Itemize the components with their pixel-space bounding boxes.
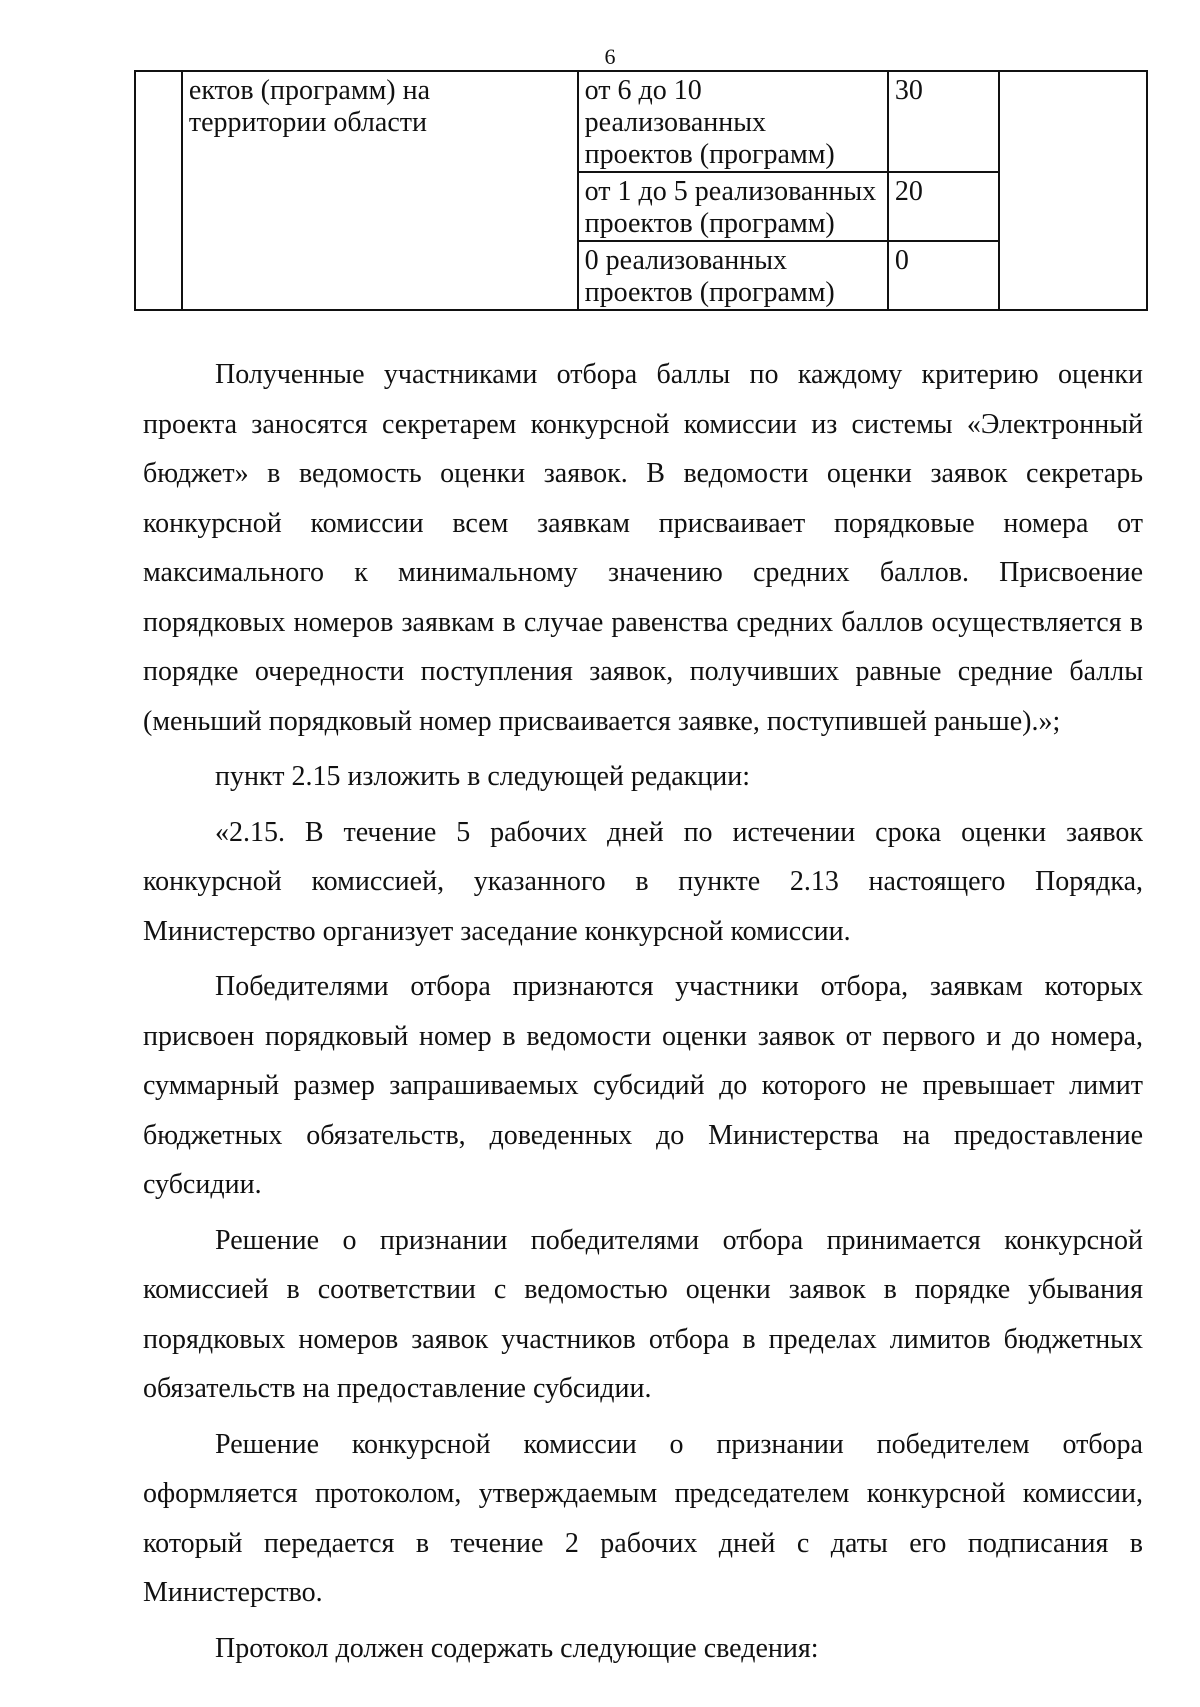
paragraph: Решение конкурсной комиссии о признании победителем отбора оформляется протоколом, утверждаемым председателем конкурсной комиссии, который передается в течение 2 рабочих дней с даты его подписания в Министерство. [143, 1428, 1143, 1608]
row-number-cell [135, 71, 182, 310]
criterion-cell: ектов (программ) на территории области [182, 71, 578, 310]
paragraph: Полученные участниками отбора баллы по каждому критерию оценки проекта заносятся секретарем конкурсной комиссии из системы «Электронный бюджет» в ведомость оценки заявок. В ведомости оценки заявок секретарь конкурсной комиссии всем заявкам присваивает порядковые номера от максимального к минимальному значению средних баллов. Присвоение порядковых номеров заявкам в случае равенства средних баллов осуществляется в порядке очередности поступления заявок, получивших равные средние баллы (меньший порядковый номер присваивается заявке, поступившей раньше).»; [143, 359, 1143, 737]
criteria-table [134, 70, 1148, 311]
criterion-value-cell: от 1 до 5 реализованных проектов (программ) [578, 172, 888, 241]
paragraph: «2.15. В течение 5 рабочих дней по истечении срока оценки заявок конкурсной комиссией, указанного в пункте 2.13 настоящего Порядка, Министерство организует заседание конкурсной комиссии. [143, 816, 1143, 947]
page-number: 6 [604, 44, 616, 69]
criterion-value-cell: 0 реализованных проектов (программ) [578, 241, 888, 310]
note-cell [999, 71, 1147, 310]
table-row [135, 71, 1147, 172]
paragraph: Протокол должен содержать следующие сведения: [215, 1632, 819, 1664]
paragraph: пункт 2.15 изложить в следующей редакции: [215, 761, 750, 792]
score-cell: 20 [888, 172, 1000, 241]
score-cell: 30 [888, 71, 1000, 172]
document-body [143, 350, 1143, 1679]
paragraph: Решение о признании победителями отбора принимается конкурсной комиссией в соответствии с ведомостью оценки заявок в порядке убывания порядковых номеров заявок участников отбора в пределах лимитов бюджетных обязательств на предоставление субсидии. [143, 1224, 1143, 1404]
score-cell: 0 [888, 241, 1000, 310]
criterion-value-cell: от 6 до 10 реализованных проектов (программ) [578, 71, 888, 172]
paragraph: Победителями отбора признаются участники отбора, заявкам которых присвоен порядковый номер в ведомости оценки заявок от первого и до номера, суммарный размер запрашиваемых субсидий до которого не превышает лимит бюджетных обязательств, доведенных до Министерства на предоставление субсидии. [143, 971, 1143, 1200]
